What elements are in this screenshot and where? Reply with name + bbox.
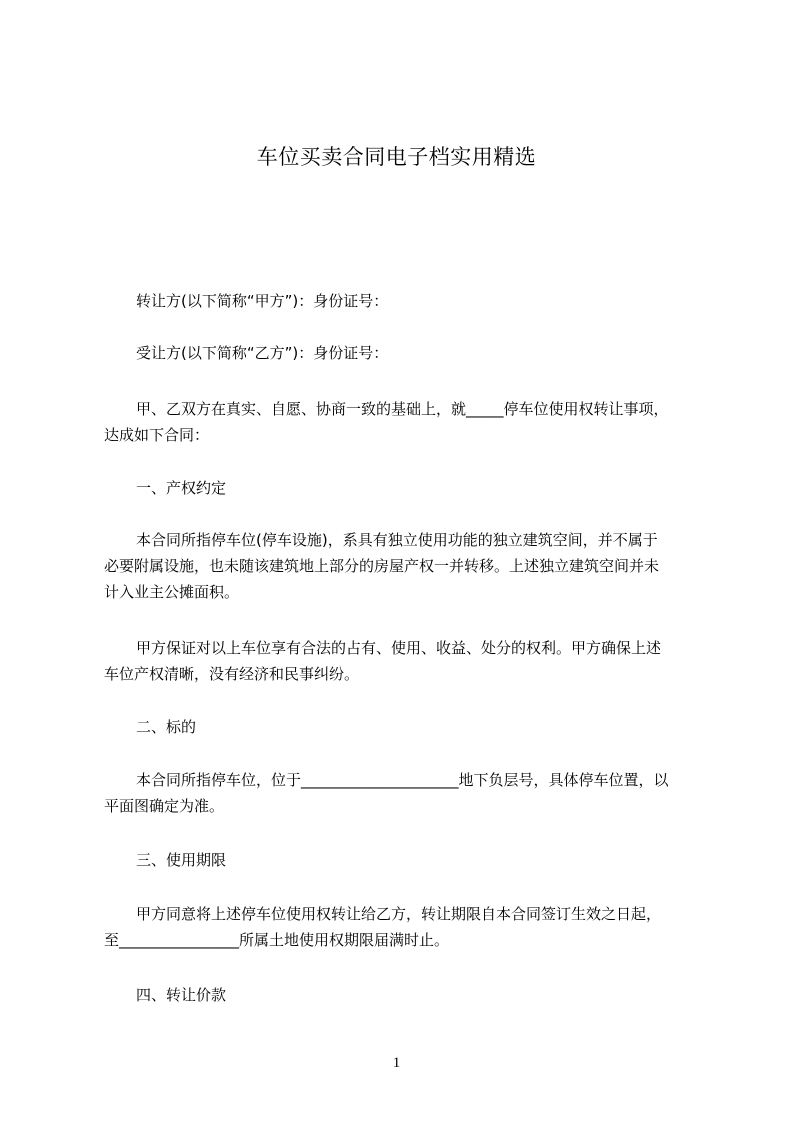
paragraph-transferor: 转让方(以下简称“甲方”)：身份证号：: [136, 292, 389, 310]
paragraph-term-line-1: 甲方同意将上述停车位使用权转让给乙方，转让期限自本合同签订生效之日起，: [136, 905, 662, 923]
paragraph-guarantee-line-2: 车位产权清晰，没有经济和民事纠纷。: [104, 665, 360, 683]
page-number: 1: [392, 1055, 401, 1071]
paragraph-property-line-1: 本合同所指停车位(停车设施)，系具有独立使用功能的独立建筑空间，并不属于: [136, 531, 658, 549]
paragraph-property-line-2: 必要附属设施，也未随该建筑地上部分的房屋产权一并转移。上述独立建筑空间并未: [104, 557, 660, 575]
document-title: 车位买卖合同电子档实用精选: [256, 145, 537, 169]
paragraph-intro-line-2: 达成如下合同：: [104, 426, 210, 444]
paragraph-guarantee-line-1: 甲方保证对以上车位享有合法的占有、使用、收益、处分的权利。甲方确保上述: [136, 639, 662, 657]
paragraph-intro-line-1: 甲、乙双方在真实、自愿、协商一致的基础上，就_____停车位使用权转让事项，: [136, 400, 669, 418]
section-heading-price: 四、转让价款: [136, 986, 227, 1004]
section-heading-property-rights: 一、产权约定: [136, 479, 227, 497]
paragraph-term-line-2: 至________________所属土地使用权期限届满时止。: [104, 931, 450, 949]
paragraph-subject-line-1: 本合同所指停车位，位于_____________________地下负层号，具体停车位置，以: [136, 771, 669, 789]
paragraph-property-line-3: 计入业主公摊面积。: [104, 583, 240, 601]
section-heading-subject: 二、标的: [136, 718, 197, 736]
paragraph-transferee: 受让方(以下简称“乙方”)：身份证号：: [136, 344, 389, 362]
paragraph-subject-line-2: 平面图确定为准。: [104, 797, 225, 815]
section-heading-term: 三、使用期限: [136, 851, 227, 869]
